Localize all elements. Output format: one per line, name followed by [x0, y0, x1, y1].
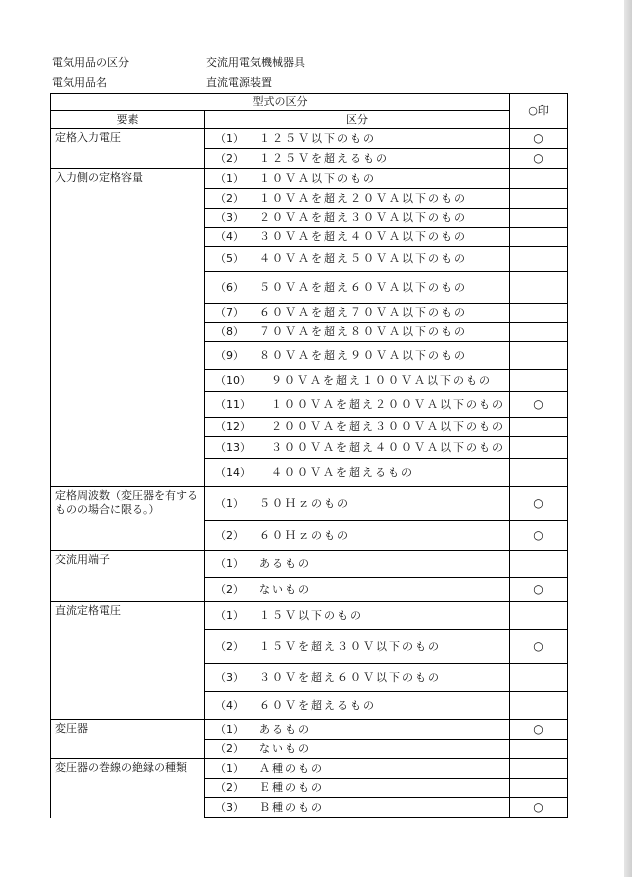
division-code: （9）: [215, 348, 244, 362]
division-cell: [205, 720, 510, 740]
division-code: （6）: [215, 280, 244, 294]
circle-mark: ○: [533, 496, 544, 510]
division-cell: [205, 664, 510, 692]
division-cell: [205, 630, 510, 664]
division-code: （2）: [215, 582, 244, 596]
meta-label: 電気用品名: [52, 76, 107, 89]
division-text: ６０Ｖを超えるもの: [259, 698, 376, 712]
mark-cell: [510, 521, 568, 551]
table-row: [51, 551, 568, 578]
circle-mark: ○: [533, 131, 544, 145]
division-cell: [205, 209, 510, 228]
division-cell: [205, 418, 510, 437]
meta-value: 直流電源装置: [206, 76, 272, 89]
division-cell: [205, 370, 510, 392]
mark-cell: [510, 129, 568, 149]
division-code: （8）: [215, 325, 244, 338]
division-text: ７０ＶＡを超え８０ＶＡ以下のもの: [259, 325, 467, 338]
mark-cell: [510, 247, 568, 272]
division-code: （14）: [215, 465, 251, 479]
mark-cell: [510, 779, 568, 798]
division-cell: [205, 692, 510, 720]
circle-mark: ○: [533, 639, 544, 653]
division-cell: [205, 578, 510, 602]
table-row: [51, 487, 568, 521]
mark-cell: [510, 720, 568, 740]
division-text: ４０ＶＡを超え５０ＶＡ以下のもの: [259, 252, 467, 265]
element-cell: 定格入力電圧: [51, 129, 205, 169]
mark-cell: [510, 272, 568, 304]
table-body: [51, 129, 568, 818]
division-code: （1）: [215, 557, 244, 570]
division-cell: [205, 169, 510, 189]
table-row: [51, 720, 568, 740]
mark-cell: [510, 664, 568, 692]
division-text: １００ＶＡを超え２００ＶＡ以下のもの: [271, 397, 505, 411]
circle-mark: ○: [533, 800, 544, 814]
division-cell: [205, 228, 510, 247]
division-cell: [205, 602, 510, 630]
page-edge-shadow: [624, 0, 632, 877]
mark-cell: [510, 487, 568, 521]
division-cell: [205, 304, 510, 323]
circle-mark: ○: [533, 151, 544, 165]
division-code: （2）: [215, 781, 244, 794]
division-text: ３０Ｖを超え６０Ｖ以下のもの: [259, 670, 441, 684]
division-text: １５Ｖ以下のもの: [259, 608, 363, 622]
division-text: １２５Ｖを超えるもの: [259, 151, 389, 165]
element-cell: 直流定格電圧: [51, 602, 205, 720]
circle-mark: ○: [533, 722, 544, 736]
column-header-element: 要素: [51, 111, 205, 129]
division-cell: [205, 129, 510, 149]
mark-cell: [510, 602, 568, 630]
division-code: （3）: [215, 800, 244, 814]
division-code: （13）: [215, 440, 251, 454]
division-text: １０ＶＡを超え２０ＶＡ以下のもの: [259, 191, 467, 205]
mark-cell: [510, 304, 568, 323]
column-header-division: 区分: [205, 111, 510, 129]
circle-mark: ○: [533, 582, 544, 596]
division-cell: [205, 740, 510, 759]
division-code: （12）: [215, 420, 251, 433]
mark-cell: [510, 692, 568, 720]
division-cell: [205, 342, 510, 370]
division-text: ６０Ｈｚのもの: [259, 528, 350, 542]
division-text: ９０ＶＡを超え１００ＶＡ以下のもの: [271, 373, 492, 387]
division-cell: [205, 392, 510, 418]
division-code: （1）: [215, 171, 244, 185]
model-classification-table: [50, 93, 568, 818]
division-code: （11）: [215, 397, 251, 411]
division-text: ５０Ｈｚのもの: [259, 496, 350, 510]
division-code: （1）: [215, 761, 244, 775]
element-cell: 変圧器の巻線の絶縁の種類: [51, 759, 205, 818]
mark-cell: [510, 759, 568, 779]
division-code: （1）: [215, 608, 244, 622]
division-code: （1）: [215, 131, 244, 145]
division-cell: [205, 487, 510, 521]
mark-cell: [510, 209, 568, 228]
division-text: Ｅ種のもの: [259, 781, 324, 794]
group-header: 型式の区分: [51, 94, 510, 111]
division-text: あるもの: [259, 557, 311, 570]
division-text: ４００ＶＡを超えるもの: [271, 465, 414, 479]
mark-cell: [510, 798, 568, 818]
division-code: （2）: [215, 639, 244, 653]
mark-cell: [510, 169, 568, 189]
table-row: [51, 169, 568, 189]
mark-cell: [510, 578, 568, 602]
mark-cell: [510, 740, 568, 759]
division-text: ないもの: [259, 742, 311, 755]
meta-label: 電気用品の区分: [52, 56, 129, 69]
division-text: ２００ＶＡを超え３００ＶＡ以下のもの: [271, 420, 505, 433]
division-text: ２０ＶＡを超え３０ＶＡ以下のもの: [259, 211, 467, 224]
element-cell: 交流用端子: [51, 551, 205, 602]
mark-cell: [510, 437, 568, 459]
division-code: （2）: [215, 151, 244, 165]
mark-header: ○印: [510, 94, 568, 129]
mark-cell: [510, 630, 568, 664]
division-text: １２５Ｖ以下のもの: [259, 131, 376, 145]
division-code: （5）: [215, 252, 244, 265]
mark-cell: [510, 418, 568, 437]
division-cell: [205, 521, 510, 551]
table-row: [51, 759, 568, 779]
mark-cell: [510, 228, 568, 247]
division-cell: [205, 323, 510, 342]
division-text: ないもの: [259, 582, 311, 596]
table-row: [51, 602, 568, 630]
division-code: （3）: [215, 670, 244, 684]
division-code: （10）: [215, 373, 251, 387]
division-text: ６０ＶＡを超え７０ＶＡ以下のもの: [259, 306, 467, 319]
element-cell: 定格周波数（変圧器を有するものの場合に限る。）: [51, 487, 205, 551]
division-code: （4）: [215, 698, 244, 712]
division-code: （2）: [215, 528, 244, 542]
division-cell: [205, 759, 510, 779]
division-text: ３０ＶＡを超え４０ＶＡ以下のもの: [259, 230, 467, 243]
mark-cell: [510, 459, 568, 487]
division-cell: [205, 551, 510, 578]
mark-cell: [510, 342, 568, 370]
meta-value: 交流用電気機械器具: [206, 56, 305, 69]
mark-cell: [510, 323, 568, 342]
division-cell: [205, 437, 510, 459]
circle-mark: ○: [533, 397, 544, 411]
circle-mark: ○: [533, 528, 544, 542]
division-code: （4）: [215, 230, 244, 243]
division-cell: [205, 798, 510, 818]
element-cell: 入力側の定格容量: [51, 169, 205, 487]
division-code: （3）: [215, 211, 244, 224]
division-code: （2）: [215, 191, 244, 205]
table-row: [51, 129, 568, 149]
division-text: ３００ＶＡを超え４００ＶＡ以下のもの: [271, 440, 505, 454]
division-code: （7）: [215, 306, 244, 319]
division-text: あるもの: [259, 722, 311, 736]
division-code: （2）: [215, 742, 244, 755]
division-code: （1）: [215, 496, 244, 510]
division-text: Ｂ種のもの: [259, 800, 324, 814]
mark-cell: [510, 370, 568, 392]
division-cell: [205, 779, 510, 798]
mark-cell: [510, 189, 568, 209]
division-text: Ａ種のもの: [259, 761, 324, 775]
mark-cell: [510, 551, 568, 578]
division-text: １５Ｖを超え３０Ｖ以下のもの: [259, 639, 441, 653]
division-cell: [205, 459, 510, 487]
division-cell: [205, 272, 510, 304]
division-text: ８０ＶＡを超え９０ＶＡ以下のもの: [259, 348, 467, 362]
division-text: ５０ＶＡを超え６０ＶＡ以下のもの: [259, 280, 467, 294]
element-cell: 変圧器: [51, 720, 205, 759]
division-cell: [205, 149, 510, 169]
mark-cell: [510, 392, 568, 418]
division-text: １０ＶＡ以下のもの: [259, 171, 376, 185]
division-code: （1）: [215, 722, 244, 736]
division-cell: [205, 247, 510, 272]
mark-cell: [510, 149, 568, 169]
division-cell: [205, 189, 510, 209]
